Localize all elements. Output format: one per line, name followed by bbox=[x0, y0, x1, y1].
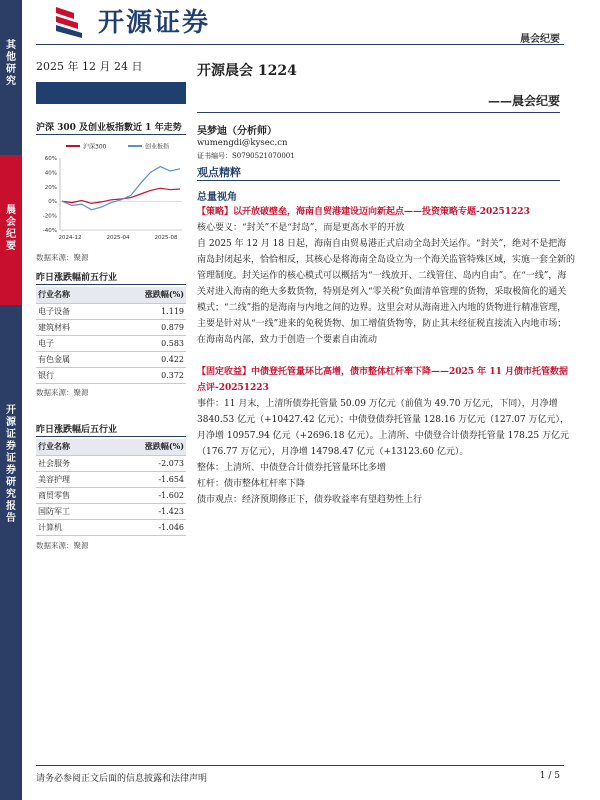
bot5-source: 数据来源：聚源 bbox=[36, 541, 89, 550]
top5-title: 昨日涨跌幅前五行业 bbox=[36, 273, 118, 283]
col-industry: 行业名称 bbox=[36, 287, 104, 303]
x-tick-label: 2024-12 bbox=[58, 235, 82, 241]
sidebar-bot-band bbox=[0, 305, 22, 800]
legend-label: 沪深300 bbox=[83, 143, 107, 151]
table-row bbox=[36, 503, 186, 519]
y-tick-label: -20% bbox=[42, 213, 57, 220]
subsection-title: 总量视角 bbox=[197, 192, 237, 203]
y-tick-label: 40% bbox=[44, 170, 57, 177]
change-cell: 0.372 bbox=[104, 367, 186, 383]
change-cell: -1.654 bbox=[104, 471, 186, 487]
report-subtitle: ——晨会纪要 bbox=[487, 94, 560, 108]
col-change: 涨跌幅(%) bbox=[104, 287, 186, 303]
strategy-core: 核心要义：“封关”不是“封岛”，而是更高水平的开放 bbox=[197, 223, 405, 233]
industry-cell: 美容护理 bbox=[36, 471, 104, 487]
y-tick-label: 60% bbox=[44, 156, 57, 162]
table-row bbox=[36, 319, 186, 335]
author-email[interactable]: wumengdi@kysec.cn bbox=[197, 138, 288, 148]
col-industry: 行业名称 bbox=[36, 439, 104, 455]
top5-table bbox=[36, 287, 186, 384]
table-row bbox=[36, 303, 186, 319]
top5-divider bbox=[36, 284, 186, 285]
strategy-body: 自 2025 年 12 月 18 日起，海南自由贸易港正式启动全岛封关运作。“封关”，绝对不是把海南岛封闭起来，恰恰相反，其核心是将海南全岛设立为一个海关监管特殊区域，实施一套全新的管理制度。封关运作的核心模式可以概括为“一线放开、二线管住、岛内自由”。在“一线”，海关对进入海南的绝大多数货物，特别是列入“零关税”负面清单管理的货物，采取极简化的通关模式；“二线”指的是海南与内地之间的边界。这里会对从海南进入内地的货物进行精准管理，主要是针对从“一线”进来的免税货物、加工增值货物等，防止其未经征税直接流入内地市场；在海南岛内部，致力于创造一个要素自由流动 bbox=[197, 239, 576, 345]
fixed-income-overall: 整体：上清所、中债登合计债券托管量环比多增 bbox=[197, 463, 387, 473]
logo-text: 开源证券 bbox=[98, 8, 211, 38]
table-row bbox=[36, 519, 186, 535]
legend-label: 创业板指 bbox=[145, 143, 170, 151]
fixed-income-leverage: 杠杆：债市整体杠杆率下降 bbox=[197, 479, 306, 489]
table-row bbox=[36, 367, 186, 383]
x-tick-label: 2025-08 bbox=[154, 235, 178, 241]
fixed-income-view: 债市观点：经济预期修正下，债券收益率有望趋势性上行 bbox=[197, 495, 423, 505]
table-row bbox=[36, 335, 186, 351]
industry-cell: 电子 bbox=[36, 335, 104, 351]
footer-disclaimer[interactable]: 请务必参阅正文后面的信息披露和法律声明 bbox=[36, 774, 208, 784]
industry-cell: 建筑材料 bbox=[36, 319, 104, 335]
footer-divider bbox=[36, 765, 564, 766]
industry-cell: 计算机 bbox=[36, 519, 104, 535]
logo-mark-icon bbox=[52, 3, 90, 39]
industry-cell: 商贸零售 bbox=[36, 487, 104, 503]
fixed-income-event: 事件：11 月末，上清所债券托管量 50.09 万亿元（前值为 49.70 万亿元，下同），月净增 3840.53 亿元（+10427.42 亿元）；中债登债券托管量 128.16 万亿元（127.07 万亿元），月净增 10957.94 亿元（+2696.18 亿元）。上清所、中债登合计债券托管量 178.25 万亿元（176.77 万亿元），月净增 14798.47 亿元（+13123.60 亿元）。 bbox=[197, 399, 569, 457]
fixed-income-heading: 【固定收益】中债登托管量环比高增，债市整体杠杆率下降——2025 年 11 月债市托管数据点评-20251223 bbox=[197, 367, 568, 393]
header-divider bbox=[36, 44, 564, 45]
section-title: 观点精粹 bbox=[197, 166, 241, 179]
industry-cell: 国防军工 bbox=[36, 503, 104, 519]
industry-cell: 银行 bbox=[36, 367, 104, 383]
change-cell: -2.073 bbox=[104, 455, 186, 471]
sidebar-mid-text: 晨会纪要 bbox=[6, 205, 16, 252]
change-cell: -1.046 bbox=[104, 519, 186, 535]
date-banner bbox=[36, 82, 186, 104]
strategy-heading: 【策略】以开放破壁垒，海南自贸港建设迈向新起点——投资策略专题-20251223 bbox=[197, 207, 530, 217]
change-cell: 0.879 bbox=[104, 319, 186, 335]
y-tick-label: -40% bbox=[42, 228, 57, 234]
report-title: 开源晨会 1224 bbox=[197, 63, 297, 79]
chart-source: 数据来源：聚源 bbox=[36, 253, 89, 262]
bot5-title: 昨日涨跌幅后五行业 bbox=[36, 425, 118, 435]
change-cell: 1.119 bbox=[104, 303, 186, 319]
y-tick-label: 0% bbox=[48, 199, 57, 206]
table-row bbox=[36, 471, 186, 487]
change-cell: -1.602 bbox=[104, 487, 186, 503]
author-license: 证书编号：S0790521070001 bbox=[197, 152, 295, 160]
sidebar-top-text: 其他研究 bbox=[6, 40, 16, 87]
table-header bbox=[36, 287, 186, 303]
col-change: 涨跌幅(%) bbox=[104, 439, 186, 455]
x-tick-label: 2025-04 bbox=[106, 235, 130, 241]
top5-source: 数据来源：聚源 bbox=[36, 388, 89, 397]
chart-title: 沪深 300 及创业板指數近 1 年走势 bbox=[36, 123, 182, 133]
section-divider bbox=[197, 180, 560, 181]
table-row bbox=[36, 351, 186, 367]
bot5-divider bbox=[36, 436, 186, 437]
author-name: 吴梦迪（分析师） bbox=[197, 126, 277, 137]
table-row bbox=[36, 487, 186, 503]
page-number: 1 / 5 bbox=[539, 771, 560, 781]
title-divider bbox=[197, 112, 560, 113]
change-cell: 0.583 bbox=[104, 335, 186, 351]
report-date: 2025 年 12 月 24 日 bbox=[36, 60, 143, 73]
industry-cell: 电子设备 bbox=[36, 303, 104, 319]
table-row bbox=[36, 455, 186, 471]
industry-cell: 有色金属 bbox=[36, 351, 104, 367]
index-chart bbox=[36, 140, 186, 250]
header-tag: 晨会纪要 bbox=[520, 34, 560, 45]
industry-cell: 社会服务 bbox=[36, 455, 104, 471]
sidebar-top-band bbox=[0, 0, 22, 155]
y-tick-label: 20% bbox=[44, 184, 57, 191]
sidebar-bot-text: 开源证券 证券研究报告 bbox=[6, 405, 16, 524]
chart-divider bbox=[36, 134, 186, 135]
logo bbox=[52, 2, 210, 39]
sidebar-mid-band bbox=[0, 155, 22, 305]
change-cell: 0.422 bbox=[104, 351, 186, 367]
table-header bbox=[36, 439, 186, 455]
change-cell: -1.423 bbox=[104, 503, 186, 519]
bot5-table bbox=[36, 439, 186, 536]
